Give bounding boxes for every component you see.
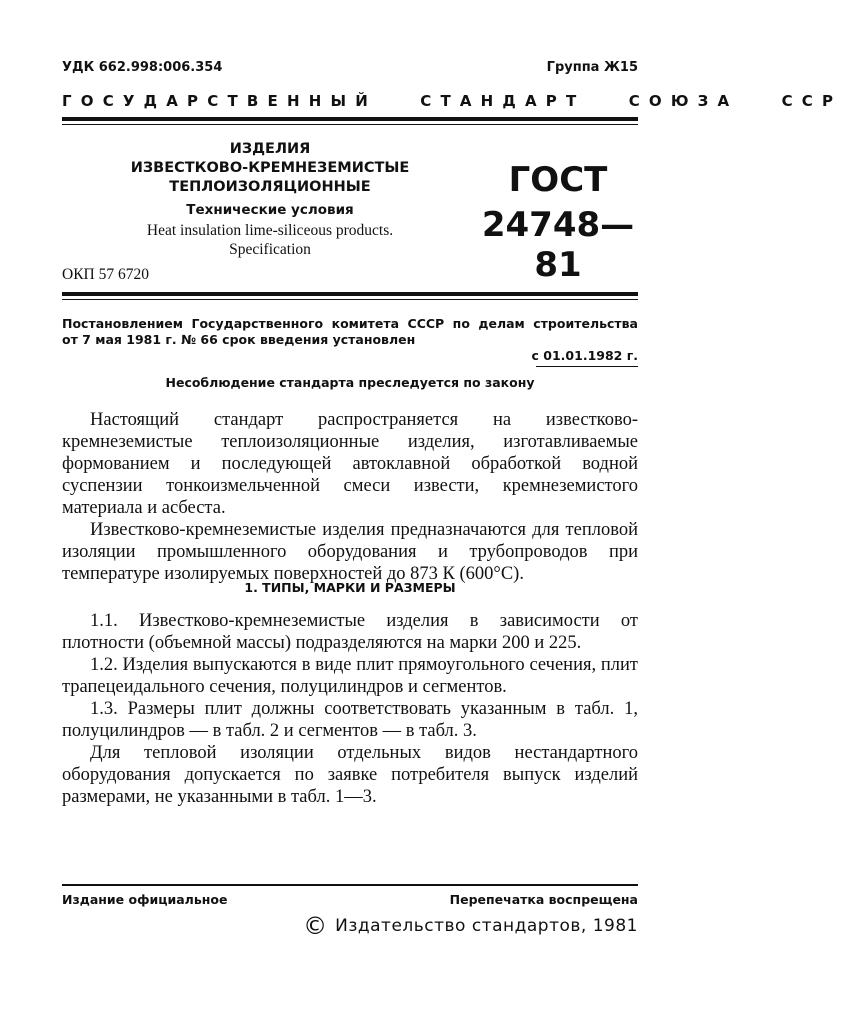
udc-code: УДК 662.998:006.354 bbox=[62, 60, 223, 75]
footer-copyright bbox=[303, 914, 638, 938]
title-english-1: Heat insulation lime-siliceous products. bbox=[146, 222, 394, 239]
section-1-body bbox=[62, 610, 638, 808]
title-line-1: ИЗДЕЛИЯ bbox=[229, 141, 311, 157]
title-line-2: ИЗВЕСТКОВО-КРЕМНЕЗЕМИСТЫЕ bbox=[130, 160, 410, 176]
banner-rule-thin bbox=[62, 124, 638, 125]
title-subtitle: Технические условия bbox=[186, 202, 354, 218]
item-1-3-note: Для тепловой изоляции отдельных видов нестандартного оборудования допускается по заявке потребителя выпуск изделий размерами, не указанными в табл. 1—3. bbox=[62, 743, 638, 807]
decree-line-1: Постановлением Государственного комитета СССР по делам строительства bbox=[62, 316, 638, 331]
section-1-heading: 1. ТИПЫ, МАРКИ И РАЗМЕРЫ bbox=[244, 580, 456, 595]
title-block bbox=[120, 140, 420, 259]
publisher-name: Издательство стандартов, 1981 bbox=[335, 916, 638, 936]
copyright-icon: © bbox=[303, 912, 328, 940]
footer-official: Издание официальное bbox=[62, 892, 228, 907]
group-code: Группа Ж15 bbox=[546, 60, 638, 75]
footer-reprint: Перепечатка воспрещена bbox=[449, 892, 638, 907]
decree-date: с 01.01.1982 г. bbox=[531, 348, 638, 363]
item-1-1: 1.1. Известково-кремнеземистые изделия в зависимости от плотности (объемной массы) подразделяются на марки 200 и 225. bbox=[62, 611, 638, 653]
item-1-3: 1.3. Размеры плит должны соответствовать указанным в табл. 1, полуцилиндров — в табл. 2 и сегментов — в табл. 3. bbox=[62, 699, 638, 741]
title-english-2: Specification bbox=[229, 241, 311, 258]
gost-label: ГОСТ bbox=[508, 160, 608, 200]
title-line-3: ТЕПЛОИЗОЛЯЦИОННЫЕ bbox=[169, 179, 371, 195]
standard-banner: ГОСУДАРСТВЕННЫЙ СТАНДАРТ СОЮЗА ССР bbox=[62, 92, 842, 110]
decree-date-rule bbox=[536, 366, 638, 367]
okp-code: ОКП 57 6720 bbox=[62, 266, 149, 283]
gost-number: 24748—81 bbox=[481, 205, 635, 285]
okp-rule-thin bbox=[62, 299, 638, 300]
footer-rule bbox=[62, 884, 638, 886]
banner-rule-thick bbox=[62, 117, 638, 121]
intro-text bbox=[62, 409, 638, 585]
okp-rule-thick bbox=[62, 292, 638, 296]
decree-notice: Несоблюдение стандарта преследуется по закону bbox=[165, 375, 535, 390]
decree-line-2: от 7 мая 1981 г. № 66 срок введения установлен bbox=[62, 332, 416, 347]
item-1-2: 1.2. Изделия выпускаются в виде плит прямоугольного сечения, плит трапецеидального сечения, полуцилиндров и сегментов. bbox=[62, 655, 638, 697]
intro-paragraph-1: Настоящий стандарт распространяется на известково-кремнеземистые теплоизоляционные изделия, изготавливаемые формованием и последующей автоклавной обработкой водной суспензии тонкоизмельченной смеси извести, кремнеземистого материала и асбеста. bbox=[62, 410, 638, 518]
intro-paragraph-2: Известково-кремнеземистые изделия предназначаются для тепловой изоляции промышленного оборудования и трубопроводов при температуре изолируемых поверхностей до 873 К (600°С). bbox=[62, 520, 638, 584]
